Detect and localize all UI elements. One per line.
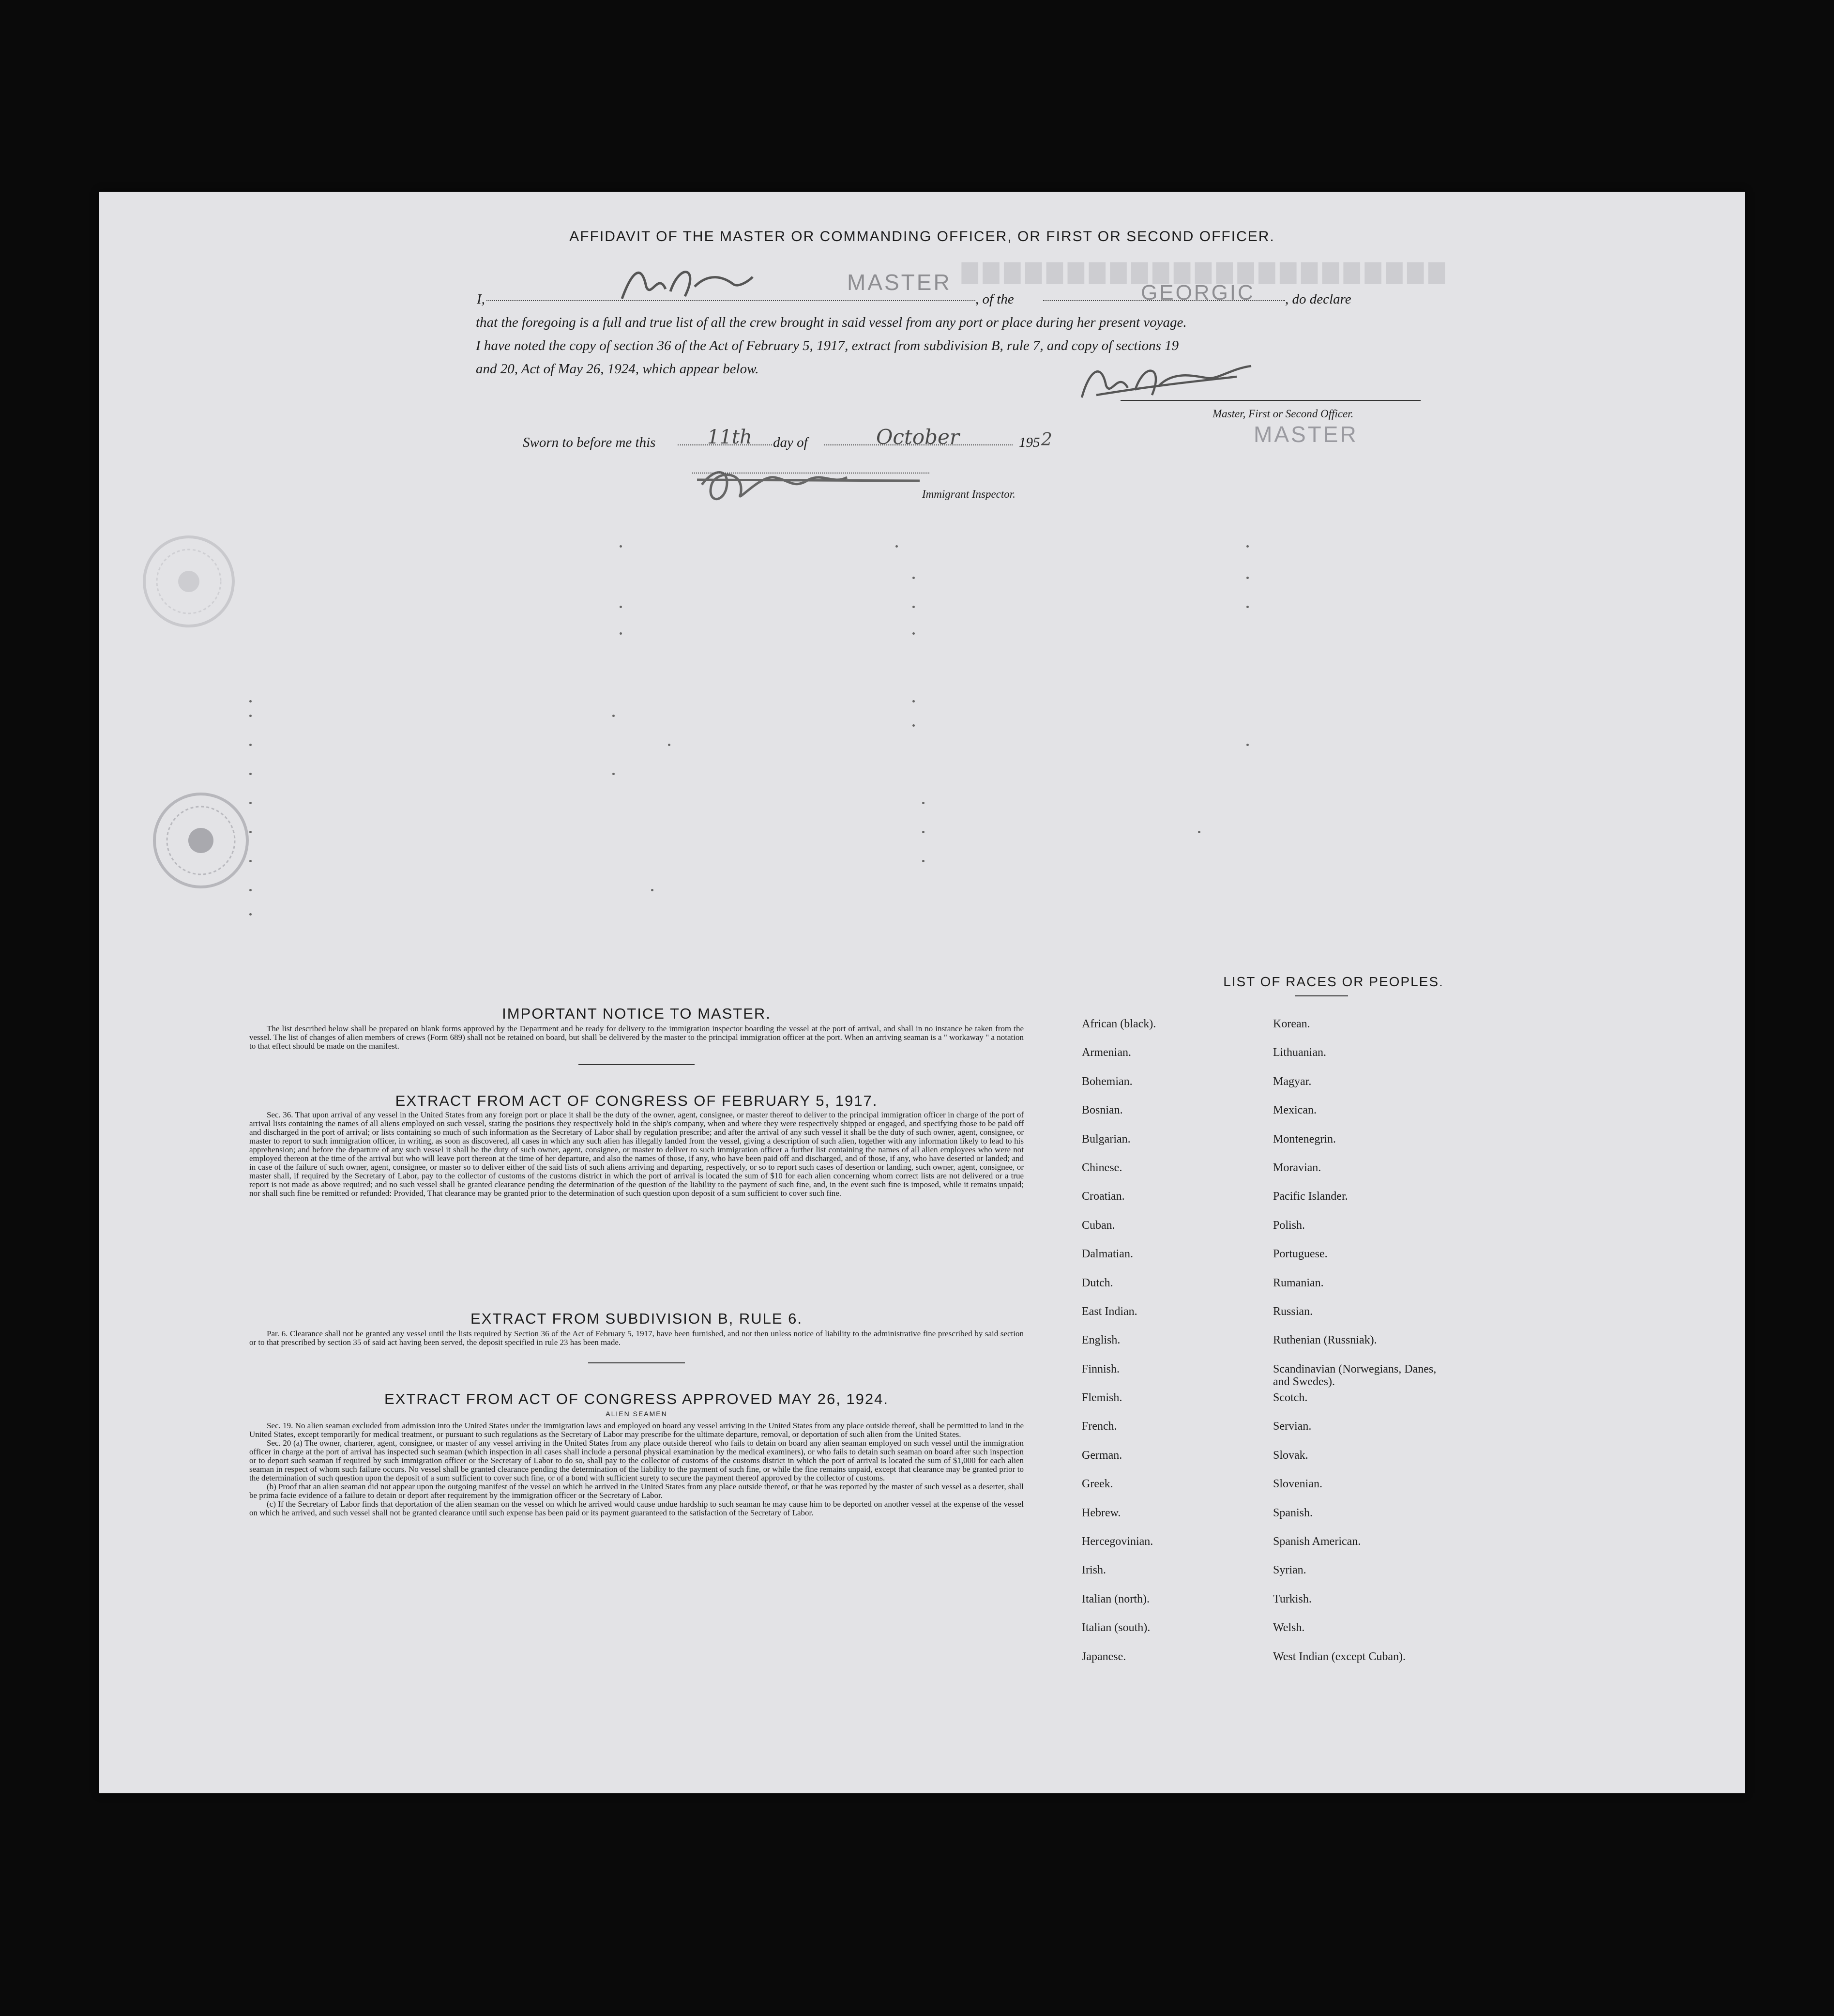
par-6-paragraph: Par. 6. Clearance shall not be granted any vessel until the lists required by Section 36 of the Act of February 5, 1917, have been furnished, and not then unless notice of liability to the administrative fine prescribed by said section or to that prescribed by section 35 of said act having been served, the deposit specified in rule 23 has been made.	[249, 1329, 1024, 1347]
race-item: Portuguese.	[1273, 1248, 1328, 1261]
master-signature-1	[612, 253, 758, 311]
race-item: African (black).	[1082, 1018, 1156, 1030]
race-item: Ruthenian (Russniak).	[1273, 1334, 1377, 1347]
race-item: Flemish.	[1082, 1391, 1122, 1405]
race-item: Slovenian.	[1273, 1478, 1322, 1491]
year-prefix: 195	[1019, 435, 1040, 450]
affidavit-title: AFFIDAVIT OF THE MASTER OR COMMANDING OFFICER, OR FIRST OR SECOND OFFICER.	[569, 229, 1275, 244]
race-item: English.	[1082, 1334, 1121, 1347]
races-left-column	[1082, 1018, 1246, 1679]
race-item: Servian.	[1273, 1420, 1312, 1433]
sworn-day: 11th	[707, 426, 752, 448]
race-item: East Indian.	[1082, 1305, 1137, 1318]
of-the-label: , of the	[975, 291, 1014, 307]
signature-line	[1121, 400, 1421, 401]
race-item: Slovak.	[1273, 1449, 1308, 1462]
master-signature-2	[1067, 351, 1261, 405]
affidavit-i-label: I,	[477, 291, 485, 307]
race-item: Armenian.	[1082, 1046, 1131, 1059]
race-item: West Indian (except Cuban).	[1273, 1650, 1406, 1663]
year-suffix: 2	[1041, 430, 1052, 450]
race-item: Cuban.	[1082, 1219, 1115, 1232]
notice-title: IMPORTANT NOTICE TO MASTER.	[502, 1005, 771, 1022]
signature-caption: Master, First or Second Officer.	[1213, 408, 1354, 420]
section-36-paragraph: Sec. 36. That upon arrival of any vessel in the United States from any foreign port or place it shall be the duty of the owner, agent, consignee, or master thereof to deliver to the principal immigration officer in charge of the port of arrival lists containing the names of all aliens employed on such vessel, stating the positions they respectively hold in the ship's company, when and where they were respectively shipped or engaged, and specifying those to be paid off and discharged in the port of arrival; or lists containing so much of such information as the Secretary of Labor shall by regulation prescribe; and after the arrival of any such vessel it shall be the duty of such owner, agent, consignee, or master to report to such immigration officer, in writing, as soon as discovered, all cases in which any such alien has illegally landed from the vessel, giving a description of such alien, together with any information likely to lead to his apprehension; and before the departure of any such vessel it shall be the duty of such owner, agent, consignee, or master to deliver to such immigration officer a further list containing the names of all alien employees who were not employed thereon at the time of the arrival but who will leave port thereon at the time of her departure, and also the names of those, if any, who have been paid off and discharged, and of those, if any, who have deserted or landed; and in case of the failure of such owner, agent, consignee, or master so to deliver either of the said lists of such aliens arriving and departing, respectively, or so to report such cases of desertion or landing, such owner, agent, consignee, or master shall, if required by the Secretary of Labor, pay to the collector of customs of the customs district in which the port of arrival is located the sum of $10 for each alien concerning whom correct lists are not delivered or a true report is not made as above required; and no such vessel shall be granted clearance pending the determination of the question of the liability to the payment of such fine, and, in the event such fine is imposed, while it remains unpaid; nor shall such fine be remitted or refunded: Provided, That clearance may be granted prior to the determination of such question upon deposit of a sum sufficient to cover such fine.	[249, 1110, 1024, 1198]
notice-paragraph: The list described below shall be prepared on blank forms approved by the Department and be ready for delivery to the immigration inspector boarding the vessel at the port of arrival, and shall in no instance be taken from the vessel. The list of changes of alien members of crews (Form 689) shall not be retained on board, but shall be delivered by the master to the principal immigration officer at the port. When an arriving seaman is a " workaway " a notation to that effect should be made on the manifest.	[249, 1024, 1024, 1051]
race-item: Spanish.	[1273, 1506, 1313, 1519]
race-item: Spanish American.	[1273, 1535, 1361, 1548]
sworn-prefix: Sworn to before me this	[523, 435, 656, 450]
race-item: Welsh.	[1273, 1621, 1305, 1634]
race-item: Polish.	[1273, 1219, 1305, 1232]
divider	[588, 1362, 685, 1363]
extract-rule6-text	[249, 1329, 1024, 1347]
races-right-column	[1273, 1018, 1447, 1679]
alien-seamen-subtitle: ALIEN SEAMEN	[606, 1410, 667, 1418]
master-stamp: MASTER	[847, 270, 952, 295]
divider	[578, 1064, 695, 1065]
race-item: Dalmatian.	[1082, 1248, 1133, 1261]
extract-rule6-title: EXTRACT FROM SUBDIVISION B, RULE 6.	[470, 1310, 803, 1327]
race-item: Moravian.	[1273, 1161, 1321, 1174]
race-item: Korean.	[1273, 1018, 1310, 1030]
race-item: Turkish.	[1273, 1592, 1312, 1605]
sec-20c-paragraph: (c) If the Secretary of Labor finds that deportation of the alien seaman on the vessel on which he arrived would cause undue hardship to such seaman he may cause him to be deported on another vessel at the expense of the vessel on which he arrived, and such vessel shall not be granted clearance until such expense has been paid or its payment guaranteed to the satisfaction of the Secretary of Labor.	[249, 1499, 1024, 1517]
race-item: Bosnian.	[1082, 1104, 1123, 1117]
embossed-seal	[138, 531, 240, 632]
race-item: Dutch.	[1082, 1276, 1113, 1289]
sworn-month: October	[876, 425, 959, 449]
race-item: Scandinavian (Norwegians, Danes, and Swedes).	[1273, 1362, 1437, 1388]
race-item: Bohemian.	[1082, 1075, 1133, 1088]
sec-19-paragraph: Sec. 19. No alien seaman excluded from admission into the United States under the immigration laws and employed on board any vessel arriving in the United States from any place outside thereof, shall be permitted to land in the United States, except temporarily for medical treatment, or pursuant to such regulations as the Secretary of Labor may prescribe for the ultimate departure, removal, or deportation of such alien from the United States.	[249, 1421, 1024, 1439]
inspector-signature	[687, 456, 939, 509]
race-item: Italian (north).	[1082, 1592, 1150, 1605]
race-item: Bulgarian.	[1082, 1132, 1131, 1145]
embossed-seal	[148, 787, 254, 894]
race-item: Scotch.	[1273, 1391, 1308, 1405]
race-item: German.	[1082, 1449, 1122, 1462]
race-item: Croatian.	[1082, 1190, 1125, 1203]
sec-20b-paragraph: (b) Proof that an alien seaman did not appear upon the outgoing manifest of the vessel on which he arrived in the United States from any place outside thereof, or that he was reported by the master of such vessel as a deserter, shall be prima facie evidence of a failure to detain or deport after requirement by the immigration officer or the Secretary of Labor.	[249, 1482, 1024, 1500]
race-item: Pacific Islander.	[1273, 1190, 1348, 1203]
extract-1924-title: EXTRACT FROM ACT OF CONGRESS APPROVED MAY 26, 1924.	[384, 1390, 889, 1407]
race-item: French.	[1082, 1420, 1117, 1433]
affidavit-line-4: and 20, Act of May 26, 1924, which appear below.	[476, 361, 759, 377]
race-item: Japanese.	[1082, 1650, 1126, 1663]
race-item: Greek.	[1082, 1478, 1113, 1491]
affidavit-line-2: that the foregoing is a full and true list of all the crew brought in said vessel from any port or place during her present voyage.	[476, 315, 1187, 330]
vessel-stamp: GEORGIC	[1141, 281, 1255, 305]
race-item: Hercegovinian.	[1082, 1535, 1153, 1548]
races-title: LIST OF RACES OR PEOPLES.	[1223, 974, 1444, 989]
extract-1917-text	[249, 1111, 1024, 1198]
divider	[1295, 995, 1348, 996]
extract-1917-title: EXTRACT FROM ACT OF CONGRESS OF FEBRUARY 5, 1917.	[395, 1092, 878, 1109]
race-item: Italian (south).	[1082, 1621, 1151, 1634]
do-declare-label: , do declare	[1285, 291, 1351, 307]
race-item: Finnish.	[1082, 1362, 1120, 1375]
race-item: Rumanian.	[1273, 1276, 1324, 1289]
race-item: Mexican.	[1273, 1104, 1317, 1117]
race-item: Irish.	[1082, 1564, 1106, 1577]
race-item: Hebrew.	[1082, 1506, 1121, 1519]
sec-20a-paragraph: Sec. 20 (a) The owner, charterer, agent, consignee, or master of any vessel arriving in the United States from any place outside thereof who fails to detain on board any alien seaman employed on such vessel until the immigration officer in charge at the port of arrival has inspected such seaman (which inspection in all cases shall include a personal physical examination by the medical examiners), or who fails to detain such seaman on board after such inspection or to deport such seaman if required by such immigration officer or the Secretary of Labor to do so, shall pay to the collector of customs of the customs district in which the port of arrival is located the sum of $1,000 for each alien seaman in respect of whom such failure occurs. No vessel shall be granted clearance pending the determination of the liability to the payment of such fine, or while the fine remains unpaid, except that clearance may be granted prior to the determination of such question upon the deposit of a sum sufficient to cover such fine, or of a bond with sufficient surety to secure the payment thereof approved by the collector of customs.	[249, 1438, 1024, 1482]
race-item: Chinese.	[1082, 1161, 1122, 1174]
notice-text	[249, 1024, 1024, 1051]
race-item: Montenegrin.	[1273, 1132, 1336, 1145]
race-item: Magyar.	[1273, 1075, 1312, 1088]
inspector-caption: Immigrant Inspector.	[922, 488, 1016, 500]
extract-1924-text	[249, 1421, 1024, 1517]
affidavit-line-3: I have noted the copy of section 36 of the Act of February 5, 1917, extract from subdivision B, rule 7, and copy of sections 19	[476, 338, 1179, 353]
race-item: Lithuanian.	[1273, 1046, 1326, 1059]
bleed-through: ▇▇▇▇▇▇▇▇▇▇▇▇▇▇▇▇▇▇▇▇▇▇▇	[956, 260, 1445, 284]
race-item: Syrian.	[1273, 1564, 1306, 1577]
master-stamp-2: MASTER	[1254, 422, 1358, 447]
document-page	[99, 192, 1745, 1793]
race-item: Russian.	[1273, 1305, 1313, 1318]
day-of-label: day of	[773, 435, 808, 450]
